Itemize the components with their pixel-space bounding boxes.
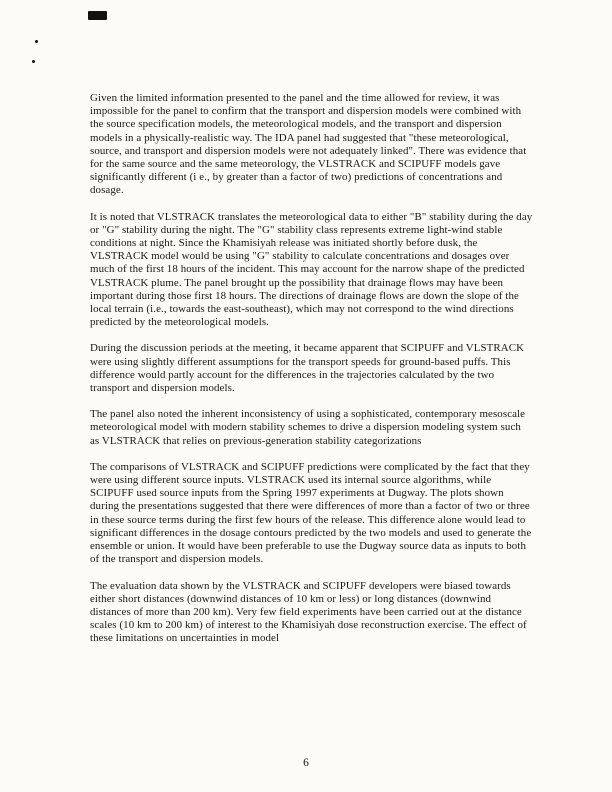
- scan-artifact-dot: [35, 40, 38, 43]
- paragraph-3: During the discussion periods at the meeting, it became apparent that SCIPUFF and VLSTRACK were using slightly different assumptions for the transport speeds for ground-based puffs. This difference would partly account for the differences in the trajectories calculated by the two transport and dispersion models.: [90, 342, 525, 395]
- paragraph-4: The panel also noted the inherent inconsistency of using a sophisticated, contemporary mesoscale meteorological model with modern stability schemes to drive a dispersion modeling system such as VLSTRACK that relies on previous-generation stability categorizations: [90, 408, 526, 447]
- page-number: 6: [303, 757, 309, 769]
- scan-artifact-dot: [32, 60, 35, 63]
- paragraph-1: Given the limited information presented to the panel and the time allowed for review, it was impossible for the panel to confirm that the transport and dispersion models were combined with the source specification models, the meteorological models, and the transport and dispersion models in a physically-realistic way. The IDA panel had suggested that "these meteorological, source, and transport and dispersion models were not adequately linked". There was evidence that for the same source and the same meteorology, the VLSTRACK and SCIPUFF models gave significantly different (i e., by greater than a factor of two) predictions of concentrations and dosage.: [90, 92, 527, 197]
- document-body: [90, 92, 533, 659]
- paragraph-5: The comparisons of VLSTRACK and SCIPUFF predictions were complicated by the fact that they were using different source inputs. VLSTRACK used its internal source algorithms, while SCIPUFF used source inputs from the Spring 1997 experiments at Dugway. The plots shown during the presentations suggested that there were differences of more than a factor of two or three in these source terms during the first few hours of the release. This difference alone would lead to significant differences in the dosage contours predicted by the two models and used to generate the ensemble or union. It would have been preferable to use the Dugway source data as inputs to both of the transport and dispersion models.: [90, 460, 532, 566]
- paragraph-2: It is noted that VLSTRACK translates the meteorological data to either "B" stability during the day or "G" stability during the night. The "G" stability class represents extreme light-wind stable conditions at night. Since the Khamisiyah release was initiated shortly before dusk, the VLSTRACK model would be using "G" stability to calculate concentrations and dosages over much of the first 18 hours of the incident. This may account for the narrow shape of the predicted VLSTRACK plume. The panel brought up the possibility that drainage flows may have been important during those first 18 hours. The directions of drainage flows are down the slope of the local terrain (i.e., towards the east-southeast), which may not correspond to the wind directions predicted by the meteorological models.: [90, 210, 533, 329]
- scan-artifact-mark: [88, 11, 107, 20]
- paragraph-6: The evaluation data shown by the VLSTRACK and SCIPUFF developers were biased towards either short distances (downwind distances of 10 km or less) or long distances (downwind distances of more than 200 km). Very few field experiments have been carried out at the distance scales (10 km to 200 km) of interest to the Khamisiyah dose reconstruction exercise. The effect of these limitations on uncertainties in model: [90, 579, 527, 645]
